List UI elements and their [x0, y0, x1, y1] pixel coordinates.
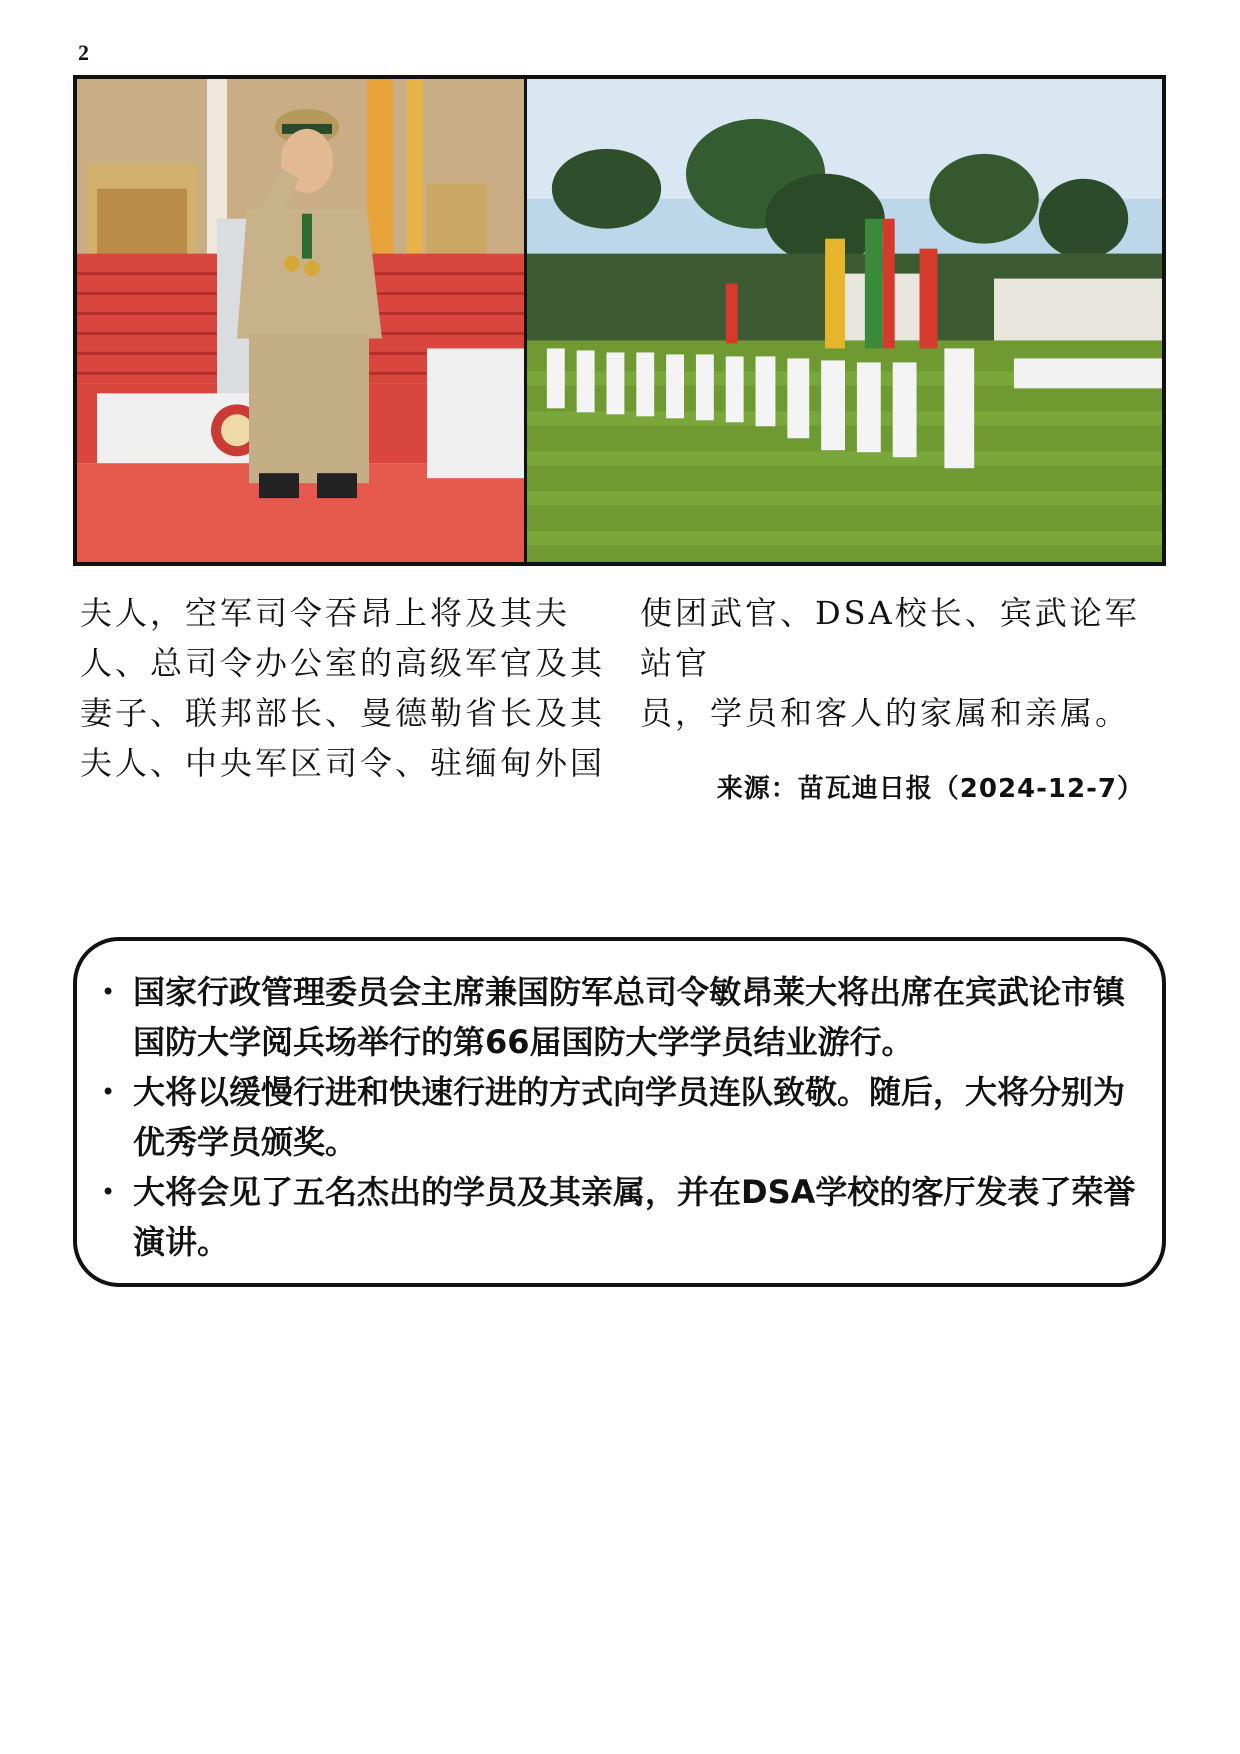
article-left-column — [80, 588, 610, 788]
page-number: 2 — [78, 40, 89, 65]
article-line: 人、总司令办公室的高级军官及其 — [80, 644, 606, 682]
article-source: 来源：苗瓦迪日报（2024-12-7） — [716, 774, 1144, 804]
summary-list — [97, 967, 1138, 1267]
summary-item — [97, 967, 1138, 1067]
summary-item-text: 国家行政管理委员会主席兼国防军总司令敏昂莱大将出席在宾武论市镇国防大学阅兵场举行的第66届国防大学学员结业游行。 — [133, 973, 1126, 1061]
saluting-general-photo — [77, 79, 524, 562]
article-line: 员，学员和客人的家属和亲属。 — [640, 694, 1131, 732]
summary-item — [97, 1067, 1138, 1167]
summary-item-text: 大将会见了五名杰出的学员及其亲属，并在DSA学校的客厅发表了荣誉演讲。 — [133, 1173, 1136, 1261]
bullet-icon: • — [101, 1178, 116, 1206]
article-line: 使团武官、DSA校长、宾武论军站官 — [640, 594, 1140, 682]
photo-strip — [73, 75, 1166, 566]
bullet-icon: • — [101, 978, 116, 1006]
summary-box — [73, 937, 1166, 1287]
summary-item — [97, 1167, 1138, 1267]
article-right-column — [640, 588, 1160, 814]
article-line: 妻子、联邦部长、曼德勒省长及其 — [80, 694, 606, 732]
bullet-icon: • — [101, 1078, 116, 1106]
parade-photo — [527, 79, 1162, 562]
article-line: 夫人、中央军区司令、驻缅甸外国 — [80, 744, 606, 782]
summary-item-text: 大将以缓慢行进和快速行进的方式向学员连队致敬。随后，大将分别为优秀学员颁奖。 — [133, 1073, 1126, 1161]
article-line: 夫人，空军司令吞昂上将及其夫 — [80, 594, 571, 632]
